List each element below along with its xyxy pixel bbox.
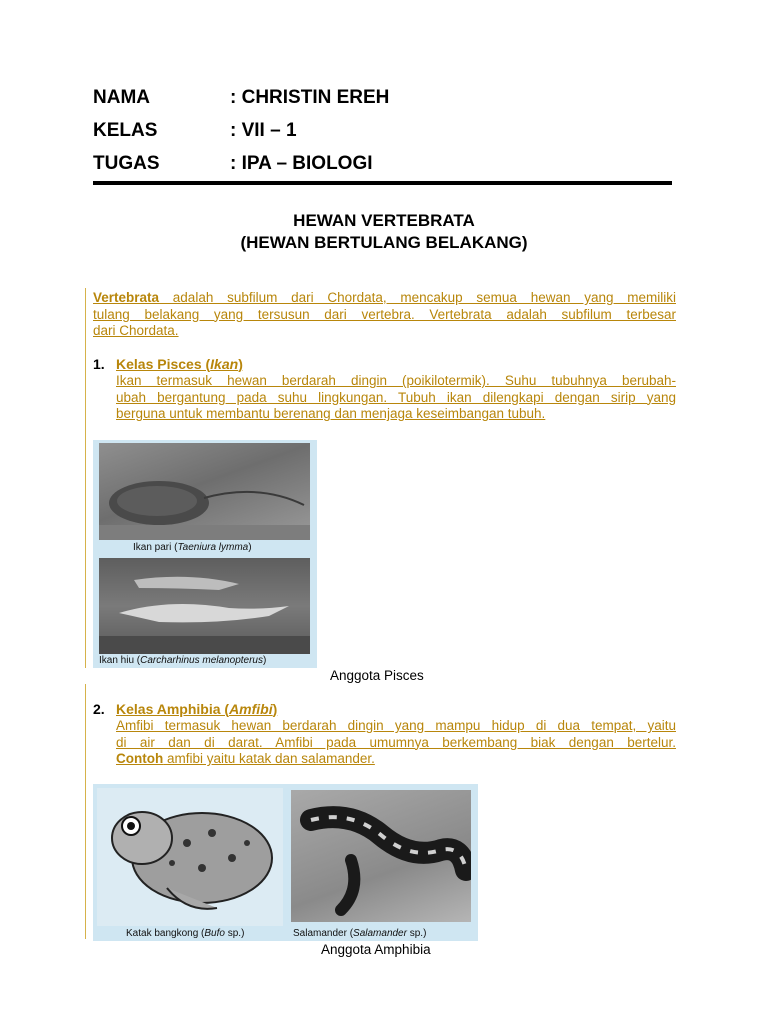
section2-heading-suffix: ) xyxy=(272,701,278,717)
page-title: HEWAN VERTEBRATA xyxy=(293,211,475,230)
toad-caption-prefix: Katak bangkong ( xyxy=(126,928,205,939)
section2-heading-prefix: Kelas Amphibia ( xyxy=(116,701,230,717)
header-key: TUGAS xyxy=(93,153,160,174)
stingray-image xyxy=(99,443,310,540)
header-key: NAMA xyxy=(93,87,150,108)
salamander-caption-prefix: Salamander ( xyxy=(293,928,354,939)
toad-caption-suffix: sp.) xyxy=(224,928,245,939)
shark-caption-suffix: ) xyxy=(262,655,267,666)
section1-paragraph xyxy=(116,373,676,423)
section1-heading-italic: Ikan xyxy=(210,356,239,372)
salamander-caption-suffix: sp.) xyxy=(406,928,427,939)
salamander-caption-italic: Salamander xyxy=(353,928,407,939)
margin-bar xyxy=(85,684,86,939)
section1-line3: berguna untuk membantu berenang dan menjaga keseimbangan tubuh. xyxy=(116,406,546,421)
intro-line1: adalah subfilum dari Chordata, mencakup semua hewan yang memiliki xyxy=(159,290,676,305)
stingray-caption-suffix: ) xyxy=(248,542,252,553)
margin-bar xyxy=(85,288,86,668)
section1-heading xyxy=(116,356,243,372)
section2-number: 2. xyxy=(93,701,105,717)
pisces-figure-caption: Anggota Pisces xyxy=(330,668,424,683)
section1-heading-suffix: ) xyxy=(238,356,243,372)
shark-caption-italic: Carcharhinus melanopterus xyxy=(140,655,263,666)
section2-heading-italic: Amfibi xyxy=(229,701,273,717)
page-subtitle: (HEWAN BERTULANG BELAKANG) xyxy=(240,233,528,252)
intro-term: Vertebrata xyxy=(93,290,160,305)
amphibia-photo-panel xyxy=(93,784,478,941)
header-key: KELAS xyxy=(93,120,158,141)
section2-example-label: Contoh xyxy=(116,751,164,766)
stingray-caption-italic: Taeniura lymma xyxy=(177,542,249,553)
section2-line1: Amfibi termasuk hewan berdarah dingin yang mampu hidup di dua tempat, yaitu xyxy=(116,718,676,733)
toad-photo xyxy=(97,788,283,926)
section1-line1: Ikan termasuk hewan berdarah dingin (poikilotermik). Suhu tubuhnya berubah- xyxy=(116,373,676,388)
toad-caption-italic: Bufo xyxy=(204,928,225,939)
section2-paragraph xyxy=(116,718,676,768)
salamander-image xyxy=(291,790,471,922)
salamander-caption xyxy=(293,928,426,939)
shark-photo xyxy=(99,558,310,654)
section1-line2: ubah bergantung pada suhu lingkungan. Tubuh ikan dilengkapi dengan sirip yang xyxy=(116,389,676,405)
section1-heading-prefix: Kelas Pisces ( xyxy=(116,356,211,372)
toad-image xyxy=(97,788,283,926)
pisces-photo-panel xyxy=(93,440,317,668)
intro-line2: tulang belakang yang tersusun dari vertebra. Vertebrata adalah subfilum terbesar xyxy=(93,306,676,322)
stingray-caption xyxy=(133,542,252,553)
header-value: : VII – 1 xyxy=(230,120,297,141)
section2-line2: di air dan di darat. Amfibi pada umumnya berkembang biak dengan bertelur. xyxy=(116,734,676,750)
shark-caption-prefix: Ikan hiu ( xyxy=(99,655,141,666)
stingray-photo xyxy=(99,443,310,540)
amphibia-figure-caption: Anggota Amphibia xyxy=(321,942,431,957)
toad-caption xyxy=(126,928,244,939)
section1-number: 1. xyxy=(93,356,105,372)
shark-caption xyxy=(99,655,266,666)
section2-line3: amfibi yaitu katak dan salamander. xyxy=(163,751,375,766)
stingray-caption-prefix: Ikan pari ( xyxy=(133,542,178,553)
salamander-photo xyxy=(291,790,471,922)
header-divider xyxy=(93,181,672,185)
shark-image xyxy=(99,558,310,654)
header-value: : CHRISTIN EREH xyxy=(230,87,390,108)
section2-heading xyxy=(116,701,277,717)
intro-line3: dari Chordata. xyxy=(93,323,179,338)
header-value: : IPA – BIOLOGI xyxy=(230,153,373,174)
intro-paragraph xyxy=(93,290,676,340)
